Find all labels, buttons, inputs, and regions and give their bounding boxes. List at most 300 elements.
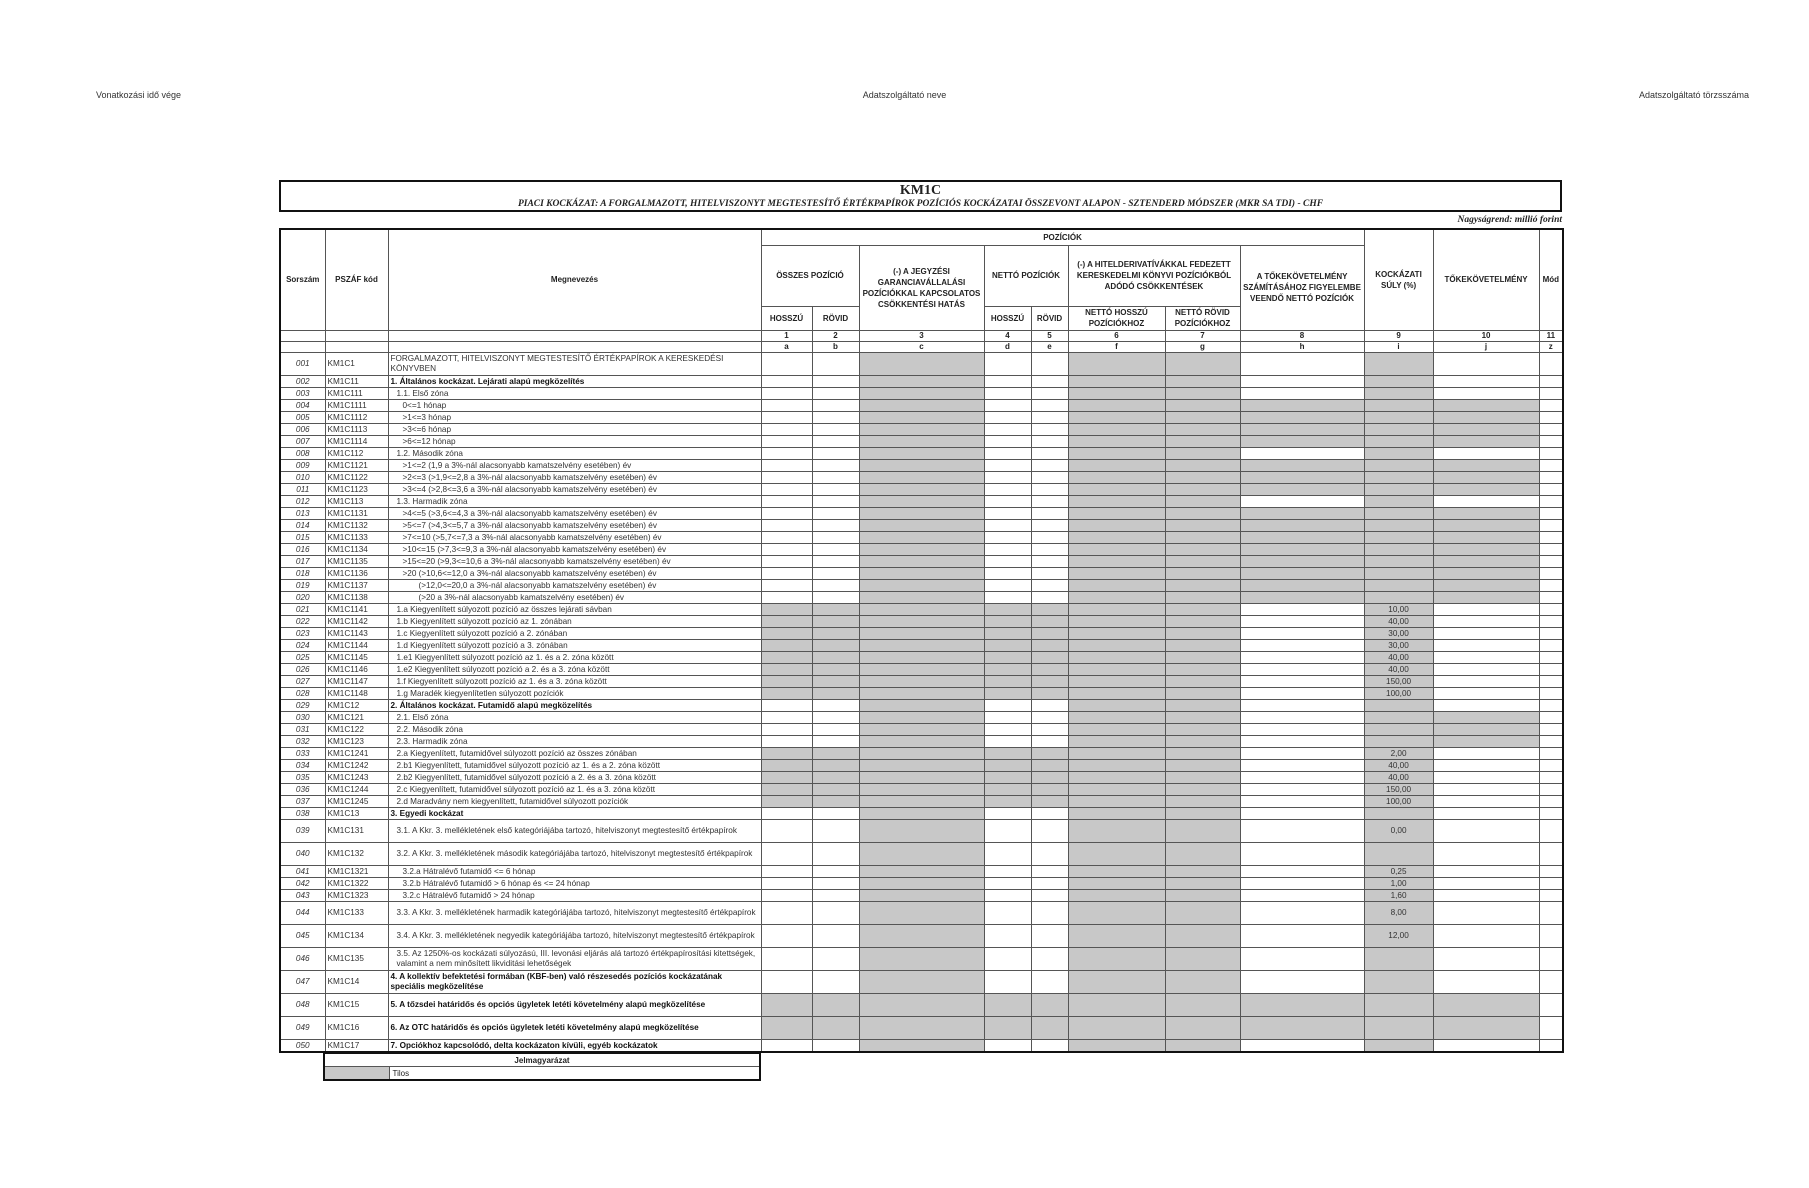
- value-cell[interactable]: [1539, 889, 1563, 901]
- value-cell[interactable]: [761, 842, 812, 865]
- value-cell[interactable]: [984, 411, 1031, 423]
- value-cell[interactable]: [812, 495, 859, 507]
- value-cell[interactable]: [812, 877, 859, 889]
- value-cell[interactable]: [812, 531, 859, 543]
- row-number: 020: [280, 591, 325, 603]
- value-cell[interactable]: [1539, 947, 1563, 970]
- value-cell[interactable]: [761, 924, 812, 947]
- value-cell[interactable]: [1433, 699, 1539, 711]
- value-cell[interactable]: [812, 970, 859, 993]
- value-cell[interactable]: [1433, 842, 1539, 865]
- value-cell[interactable]: [1240, 819, 1364, 842]
- col-letter-7: g: [1165, 341, 1240, 352]
- value-cell[interactable]: [984, 970, 1031, 993]
- value-cell[interactable]: [1031, 399, 1068, 411]
- form-title-box: [279, 180, 1562, 212]
- value-cell[interactable]: [761, 711, 812, 723]
- value-cell[interactable]: [1031, 591, 1068, 603]
- value-cell[interactable]: [1539, 993, 1563, 1016]
- value-cell[interactable]: [1031, 483, 1068, 495]
- row-code: KM1C14: [325, 970, 388, 993]
- table-row: [280, 795, 1563, 807]
- row-number: 029: [280, 699, 325, 711]
- value-cell[interactable]: [761, 399, 812, 411]
- value-cell[interactable]: [1539, 423, 1563, 435]
- value-cell[interactable]: [1539, 735, 1563, 747]
- value-cell[interactable]: [1240, 1039, 1364, 1052]
- value-cell[interactable]: [984, 723, 1031, 735]
- value-cell[interactable]: [1031, 447, 1068, 459]
- value-cell[interactable]: [1433, 1039, 1539, 1052]
- value-cell[interactable]: [1539, 901, 1563, 924]
- row-name: 1. Általános kockázat. Lejárati alapú megközelítés: [388, 375, 761, 387]
- value-cell[interactable]: [1433, 819, 1539, 842]
- value-cell[interactable]: [812, 411, 859, 423]
- value-cell[interactable]: [1433, 615, 1539, 627]
- value-cell[interactable]: [1031, 495, 1068, 507]
- value-cell[interactable]: [1240, 795, 1364, 807]
- value-cell[interactable]: [812, 447, 859, 459]
- value-cell[interactable]: [1031, 901, 1068, 924]
- value-cell[interactable]: [1031, 387, 1068, 399]
- value-cell[interactable]: [761, 447, 812, 459]
- value-cell[interactable]: [812, 399, 859, 411]
- value-cell[interactable]: [1539, 495, 1563, 507]
- value-cell[interactable]: [984, 877, 1031, 889]
- value-cell[interactable]: [1031, 459, 1068, 471]
- value-cell[interactable]: [812, 699, 859, 711]
- value-cell[interactable]: [1539, 651, 1563, 663]
- value-cell[interactable]: [1240, 352, 1364, 375]
- value-cell[interactable]: [1031, 507, 1068, 519]
- value-cell[interactable]: [812, 387, 859, 399]
- value-cell[interactable]: [1433, 495, 1539, 507]
- value-cell[interactable]: [984, 807, 1031, 819]
- value-cell[interactable]: [812, 519, 859, 531]
- value-cell[interactable]: [1539, 507, 1563, 519]
- value-cell[interactable]: [812, 1039, 859, 1052]
- value-cell[interactable]: [1240, 603, 1364, 615]
- value-cell[interactable]: [1240, 699, 1364, 711]
- value-cell[interactable]: [812, 352, 859, 375]
- forbidden-cell: [859, 495, 984, 507]
- value-cell[interactable]: [1539, 483, 1563, 495]
- value-cell[interactable]: [1539, 579, 1563, 591]
- forbidden-cell: [1068, 555, 1165, 567]
- value-cell[interactable]: [984, 495, 1031, 507]
- value-cell[interactable]: [1539, 687, 1563, 699]
- forbidden-cell: [859, 519, 984, 531]
- value-cell[interactable]: [984, 889, 1031, 901]
- value-cell[interactable]: [761, 507, 812, 519]
- value-cell[interactable]: [761, 531, 812, 543]
- value-cell[interactable]: [1539, 567, 1563, 579]
- value-cell[interactable]: [1240, 615, 1364, 627]
- value-cell[interactable]: [1031, 924, 1068, 947]
- value-cell[interactable]: [1240, 723, 1364, 735]
- value-cell[interactable]: [1240, 687, 1364, 699]
- value-cell[interactable]: [984, 947, 1031, 970]
- value-cell[interactable]: [984, 1039, 1031, 1052]
- value-cell[interactable]: [984, 435, 1031, 447]
- value-cell[interactable]: [1539, 471, 1563, 483]
- value-cell[interactable]: [761, 591, 812, 603]
- value-cell[interactable]: [1433, 970, 1539, 993]
- value-cell[interactable]: [812, 735, 859, 747]
- value-cell[interactable]: [1539, 1016, 1563, 1039]
- col-osszes-pozicio: ÖSSZES POZÍCIÓ: [761, 245, 859, 306]
- value-cell[interactable]: [1240, 651, 1364, 663]
- value-cell[interactable]: [1433, 795, 1539, 807]
- value-cell[interactable]: [1031, 543, 1068, 555]
- value-cell[interactable]: [984, 842, 1031, 865]
- value-cell[interactable]: [1539, 842, 1563, 865]
- value-cell[interactable]: [1031, 352, 1068, 375]
- value-cell[interactable]: [1031, 555, 1068, 567]
- value-cell[interactable]: [812, 711, 859, 723]
- value-cell[interactable]: [984, 699, 1031, 711]
- value-cell[interactable]: [1031, 375, 1068, 387]
- value-cell[interactable]: [812, 901, 859, 924]
- column-number-row: [280, 330, 1563, 341]
- value-cell[interactable]: [984, 519, 1031, 531]
- value-cell[interactable]: [1539, 711, 1563, 723]
- value-cell[interactable]: [1433, 675, 1539, 687]
- value-cell[interactable]: [761, 471, 812, 483]
- value-cell[interactable]: [1031, 471, 1068, 483]
- value-cell[interactable]: [984, 507, 1031, 519]
- value-cell[interactable]: [812, 471, 859, 483]
- row-name: 2.b1 Kiegyenlített, futamidővel súlyozott pozíció az 1. és a 2. zóna között: [388, 759, 761, 771]
- value-cell[interactable]: [1539, 399, 1563, 411]
- forbidden-cell: [1240, 435, 1364, 447]
- value-cell[interactable]: [1031, 889, 1068, 901]
- row-number: 047: [280, 970, 325, 993]
- value-cell[interactable]: [812, 889, 859, 901]
- row-code: KM1C1134: [325, 543, 388, 555]
- value-cell[interactable]: [984, 483, 1031, 495]
- value-cell[interactable]: [984, 567, 1031, 579]
- value-cell[interactable]: [761, 807, 812, 819]
- value-cell[interactable]: [1240, 783, 1364, 795]
- value-cell[interactable]: [984, 387, 1031, 399]
- value-cell[interactable]: [1539, 865, 1563, 877]
- value-cell[interactable]: [984, 579, 1031, 591]
- row-name: >4<=5 (>3,6<=4,3 a 3%-nál alacsonyabb kamatszelvény esetében) év: [388, 507, 761, 519]
- value-cell[interactable]: [1031, 579, 1068, 591]
- value-cell[interactable]: [761, 735, 812, 747]
- table-row: [280, 877, 1563, 889]
- forbidden-cell: [761, 663, 812, 675]
- value-cell[interactable]: [1240, 387, 1364, 399]
- value-cell[interactable]: [1539, 459, 1563, 471]
- value-cell[interactable]: [1240, 627, 1364, 639]
- forbidden-cell: [859, 627, 984, 639]
- value-cell[interactable]: [1031, 970, 1068, 993]
- value-cell[interactable]: [1433, 807, 1539, 819]
- value-cell[interactable]: [761, 699, 812, 711]
- value-cell[interactable]: [984, 711, 1031, 723]
- value-cell[interactable]: [812, 459, 859, 471]
- value-cell[interactable]: [1031, 842, 1068, 865]
- value-cell[interactable]: [1539, 970, 1563, 993]
- value-cell[interactable]: [761, 543, 812, 555]
- value-cell[interactable]: [761, 483, 812, 495]
- value-cell[interactable]: [1539, 447, 1563, 459]
- value-cell[interactable]: [1433, 877, 1539, 889]
- value-cell[interactable]: [761, 387, 812, 399]
- value-cell[interactable]: [1433, 783, 1539, 795]
- value-cell[interactable]: [984, 865, 1031, 877]
- value-cell[interactable]: [984, 543, 1031, 555]
- value-cell[interactable]: [1433, 651, 1539, 663]
- value-cell[interactable]: [812, 543, 859, 555]
- value-cell[interactable]: [1031, 411, 1068, 423]
- forbidden-cell: [761, 795, 812, 807]
- value-cell[interactable]: [812, 723, 859, 735]
- value-cell[interactable]: [761, 352, 812, 375]
- value-cell[interactable]: [761, 411, 812, 423]
- value-cell[interactable]: [1240, 747, 1364, 759]
- value-cell[interactable]: [1539, 555, 1563, 567]
- value-cell[interactable]: [1433, 865, 1539, 877]
- value-cell[interactable]: [984, 591, 1031, 603]
- value-cell[interactable]: [1433, 387, 1539, 399]
- value-cell[interactable]: [1539, 759, 1563, 771]
- value-cell[interactable]: [1031, 723, 1068, 735]
- value-cell[interactable]: [1539, 747, 1563, 759]
- value-cell[interactable]: [1539, 352, 1563, 375]
- value-cell[interactable]: [984, 901, 1031, 924]
- value-cell[interactable]: [1240, 639, 1364, 651]
- forbidden-cell: [1068, 783, 1165, 795]
- row-name: 1.1. Első zóna: [388, 387, 761, 399]
- value-cell[interactable]: [761, 889, 812, 901]
- value-cell[interactable]: [1539, 519, 1563, 531]
- value-cell[interactable]: [1539, 603, 1563, 615]
- value-cell[interactable]: [1240, 447, 1364, 459]
- value-cell[interactable]: [1031, 699, 1068, 711]
- value-cell[interactable]: [1539, 663, 1563, 675]
- value-cell[interactable]: [1539, 723, 1563, 735]
- value-cell[interactable]: [1539, 615, 1563, 627]
- value-cell[interactable]: [1433, 924, 1539, 947]
- value-cell[interactable]: [1031, 1039, 1068, 1052]
- value-cell[interactable]: [1240, 924, 1364, 947]
- value-cell[interactable]: [812, 924, 859, 947]
- value-cell[interactable]: [1433, 663, 1539, 675]
- value-cell[interactable]: [1240, 759, 1364, 771]
- value-cell[interactable]: [812, 423, 859, 435]
- value-cell[interactable]: [1031, 519, 1068, 531]
- table-row: [280, 459, 1563, 471]
- value-cell[interactable]: [1433, 639, 1539, 651]
- value-cell[interactable]: [1539, 819, 1563, 842]
- forbidden-cell: [1031, 759, 1068, 771]
- value-cell[interactable]: [1240, 865, 1364, 877]
- row-number: 025: [280, 651, 325, 663]
- value-cell[interactable]: [984, 471, 1031, 483]
- value-cell[interactable]: [1433, 603, 1539, 615]
- value-cell[interactable]: [761, 865, 812, 877]
- value-cell[interactable]: [1539, 435, 1563, 447]
- value-cell[interactable]: [761, 423, 812, 435]
- value-cell[interactable]: [1539, 375, 1563, 387]
- value-cell[interactable]: [761, 723, 812, 735]
- value-cell[interactable]: [1240, 970, 1364, 993]
- value-cell[interactable]: [1539, 783, 1563, 795]
- value-cell[interactable]: [1433, 901, 1539, 924]
- provider-id-label: Adatszolgáltató törzsszáma: [1638, 90, 1749, 100]
- value-cell[interactable]: [1539, 699, 1563, 711]
- value-cell[interactable]: [1433, 447, 1539, 459]
- value-cell[interactable]: [1031, 567, 1068, 579]
- value-cell[interactable]: [984, 819, 1031, 842]
- value-cell[interactable]: [1240, 807, 1364, 819]
- value-cell[interactable]: [761, 901, 812, 924]
- value-cell[interactable]: [1539, 924, 1563, 947]
- value-cell[interactable]: [761, 519, 812, 531]
- value-cell[interactable]: [984, 447, 1031, 459]
- value-cell[interactable]: [761, 567, 812, 579]
- value-cell[interactable]: [984, 352, 1031, 375]
- value-cell[interactable]: [761, 459, 812, 471]
- forbidden-cell: [1433, 711, 1539, 723]
- value-cell[interactable]: [1240, 375, 1364, 387]
- value-cell[interactable]: [1433, 352, 1539, 375]
- value-cell[interactable]: [1539, 627, 1563, 639]
- value-cell[interactable]: [812, 591, 859, 603]
- forbidden-cell: [859, 663, 984, 675]
- value-cell[interactable]: [1539, 877, 1563, 889]
- value-cell[interactable]: [1539, 531, 1563, 543]
- forbidden-cell: [1068, 759, 1165, 771]
- value-cell[interactable]: [761, 555, 812, 567]
- value-cell[interactable]: [1240, 889, 1364, 901]
- value-cell[interactable]: [761, 375, 812, 387]
- row-number: 008: [280, 447, 325, 459]
- row-code: KM1C1148: [325, 687, 388, 699]
- value-cell[interactable]: [761, 435, 812, 447]
- value-cell[interactable]: [1240, 901, 1364, 924]
- value-cell[interactable]: [984, 375, 1031, 387]
- value-cell[interactable]: [761, 947, 812, 970]
- value-cell[interactable]: [812, 579, 859, 591]
- value-cell[interactable]: [812, 555, 859, 567]
- value-cell[interactable]: [1031, 865, 1068, 877]
- value-cell[interactable]: [761, 495, 812, 507]
- value-cell[interactable]: [812, 819, 859, 842]
- value-cell[interactable]: [812, 507, 859, 519]
- value-cell[interactable]: [1031, 531, 1068, 543]
- forbidden-cell: [1240, 591, 1364, 603]
- value-cell[interactable]: [1539, 807, 1563, 819]
- value-cell[interactable]: [761, 819, 812, 842]
- value-cell[interactable]: [1031, 877, 1068, 889]
- value-cell[interactable]: [761, 877, 812, 889]
- row-code: KM1C1241: [325, 747, 388, 759]
- value-cell[interactable]: [1240, 771, 1364, 783]
- value-cell[interactable]: [984, 555, 1031, 567]
- value-cell[interactable]: [984, 735, 1031, 747]
- value-cell[interactable]: [1433, 771, 1539, 783]
- value-cell[interactable]: [1539, 543, 1563, 555]
- value-cell[interactable]: [1539, 387, 1563, 399]
- value-cell[interactable]: [812, 947, 859, 970]
- value-cell[interactable]: [812, 375, 859, 387]
- value-cell[interactable]: [1240, 495, 1364, 507]
- forbidden-cell: [1068, 411, 1165, 423]
- value-cell[interactable]: [984, 423, 1031, 435]
- value-cell[interactable]: [1539, 675, 1563, 687]
- value-cell[interactable]: [1240, 877, 1364, 889]
- value-cell[interactable]: [1433, 947, 1539, 970]
- forbidden-cell: [1165, 842, 1240, 865]
- value-cell[interactable]: [1031, 711, 1068, 723]
- value-cell[interactable]: [1433, 889, 1539, 901]
- value-cell[interactable]: [1240, 842, 1364, 865]
- value-cell[interactable]: [984, 924, 1031, 947]
- value-cell[interactable]: [1240, 711, 1364, 723]
- forbidden-cell: [859, 591, 984, 603]
- value-cell[interactable]: [812, 842, 859, 865]
- value-cell[interactable]: [812, 865, 859, 877]
- value-cell[interactable]: [812, 807, 859, 819]
- value-cell[interactable]: [812, 483, 859, 495]
- value-cell[interactable]: [1240, 675, 1364, 687]
- row-code: KM1C1142: [325, 615, 388, 627]
- value-cell[interactable]: [1433, 759, 1539, 771]
- value-cell[interactable]: [1539, 1039, 1563, 1052]
- value-cell[interactable]: [1031, 435, 1068, 447]
- value-cell[interactable]: [1539, 411, 1563, 423]
- value-cell[interactable]: [984, 399, 1031, 411]
- report-table: [279, 228, 1564, 1053]
- forbidden-cell: [859, 747, 984, 759]
- value-cell[interactable]: [984, 531, 1031, 543]
- value-cell[interactable]: [761, 970, 812, 993]
- value-cell[interactable]: [812, 435, 859, 447]
- value-cell[interactable]: [1240, 735, 1364, 747]
- value-cell[interactable]: [1031, 947, 1068, 970]
- value-cell[interactable]: [1433, 687, 1539, 699]
- value-cell[interactable]: [1031, 819, 1068, 842]
- value-cell[interactable]: [1031, 423, 1068, 435]
- value-cell[interactable]: [1539, 591, 1563, 603]
- row-number: 006: [280, 423, 325, 435]
- table-row: [280, 699, 1563, 711]
- risk-weight-cell: 40,00: [1364, 615, 1433, 627]
- forbidden-cell: [761, 687, 812, 699]
- value-cell[interactable]: [1433, 747, 1539, 759]
- value-cell[interactable]: [761, 579, 812, 591]
- value-cell[interactable]: [984, 459, 1031, 471]
- value-cell[interactable]: [1539, 795, 1563, 807]
- value-cell[interactable]: [1031, 735, 1068, 747]
- value-cell[interactable]: [1433, 375, 1539, 387]
- value-cell[interactable]: [1240, 663, 1364, 675]
- value-cell[interactable]: [812, 567, 859, 579]
- value-cell[interactable]: [1031, 807, 1068, 819]
- value-cell[interactable]: [1539, 771, 1563, 783]
- value-cell[interactable]: [1433, 627, 1539, 639]
- value-cell[interactable]: [761, 1039, 812, 1052]
- forbidden-cell: [1165, 603, 1240, 615]
- value-cell[interactable]: [1539, 639, 1563, 651]
- value-cell[interactable]: [1240, 947, 1364, 970]
- row-number: 023: [280, 627, 325, 639]
- forbidden-cell: [812, 675, 859, 687]
